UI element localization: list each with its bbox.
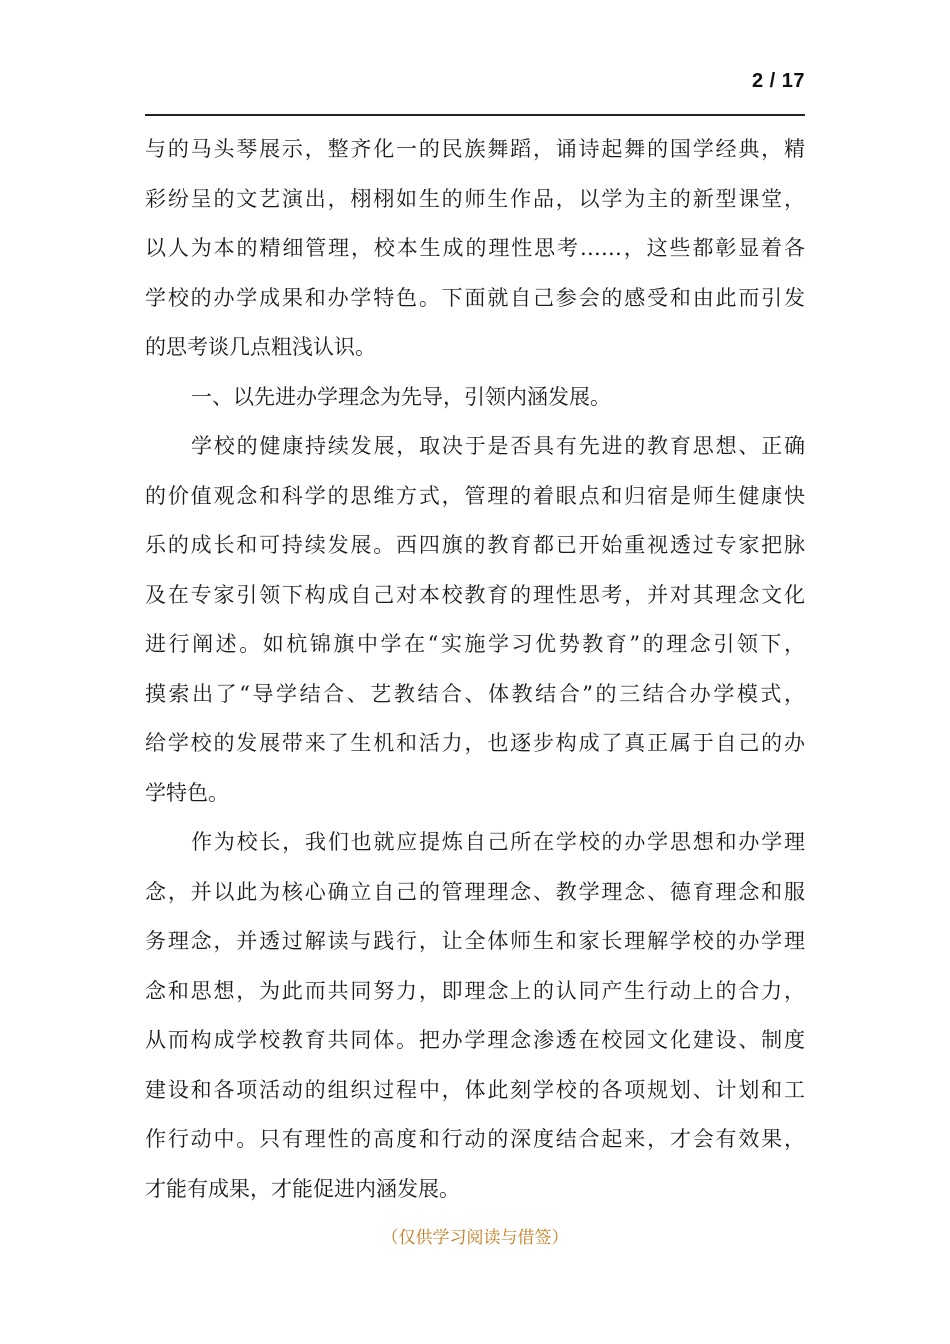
text-line: 作行动中。只有理性的高度和行动的深度结合起来，才会有效果， — [145, 1127, 805, 1151]
text-line: 摸索出了“导学结合、艺教结合、体教结合”的三结合办学模式， — [145, 681, 805, 706]
text-line: 进行阐述。如杭锦旗中学在“实施学习优势教育”的理念引领下， — [145, 632, 805, 656]
text-line: 乐的成长和可持续发展。西四旗的教育都已开始重视透过专家把脉 — [145, 533, 805, 557]
header-divider — [145, 114, 805, 116]
document-body — [145, 125, 805, 1214]
text-line: 念，并以此为核心确立自己的管理理念、教学理念、德育理念和服 — [145, 879, 805, 904]
text-line: 作为校长，我们也就应提炼自己所在学校的办学思想和办学理 — [191, 830, 805, 854]
text-line: 学校的健康持续发展，取决于是否具有先进的教育思想、正确 — [191, 434, 805, 458]
text-line: 彩纷呈的文艺演出，栩栩如生的师生作品，以学为主的新型课堂， — [145, 186, 805, 211]
text-line: 学特色。 — [145, 780, 229, 805]
text-line: 从而构成学校教育共同体。把办学理念渗透在校园文化建设、制度 — [145, 1028, 805, 1052]
text-line: 及在专家引领下构成自己对本校教育的理性思考，并对其理念文化 — [145, 582, 805, 607]
text-line: 给学校的发展带来了生机和活力，也逐步构成了真正属于自己的办 — [145, 731, 805, 755]
section-heading: 一、以先进办学理念为先导，引领内涵发展。 — [191, 384, 611, 409]
text-line: 才能有成果，才能促进内涵发展。 — [145, 1176, 460, 1201]
text-line: 念和思想，为此而共同努力，即理念上的认同产生行动上的合力， — [145, 978, 805, 1003]
text-line: 与的马头琴展示，整齐化一的民族舞蹈，诵诗起舞的国学经典，精 — [145, 137, 805, 161]
text-line: 务理念，并透过解读与践行，让全体师生和家长理解学校的办学理 — [145, 929, 805, 953]
text-line: 的思考谈几点粗浅认识。 — [145, 335, 376, 359]
text-line: 学校的办学成果和办学特色。下面就自己参会的感受和由此而引发 — [145, 285, 805, 310]
text-line: 的价值观念和科学的思维方式，管理的着眼点和归宿是师生健康快 — [145, 483, 805, 508]
page-number: 2 / 17 — [751, 70, 805, 92]
text-line: 以人为本的精细管理，校本生成的理性思考……，这些都彰显着各 — [145, 236, 805, 260]
footer-disclaimer: （仅供学习阅读与借签） — [381, 1228, 569, 1248]
text-line: 建设和各项活动的组织过程中，体此刻学校的各项规划、计划和工 — [145, 1077, 805, 1102]
